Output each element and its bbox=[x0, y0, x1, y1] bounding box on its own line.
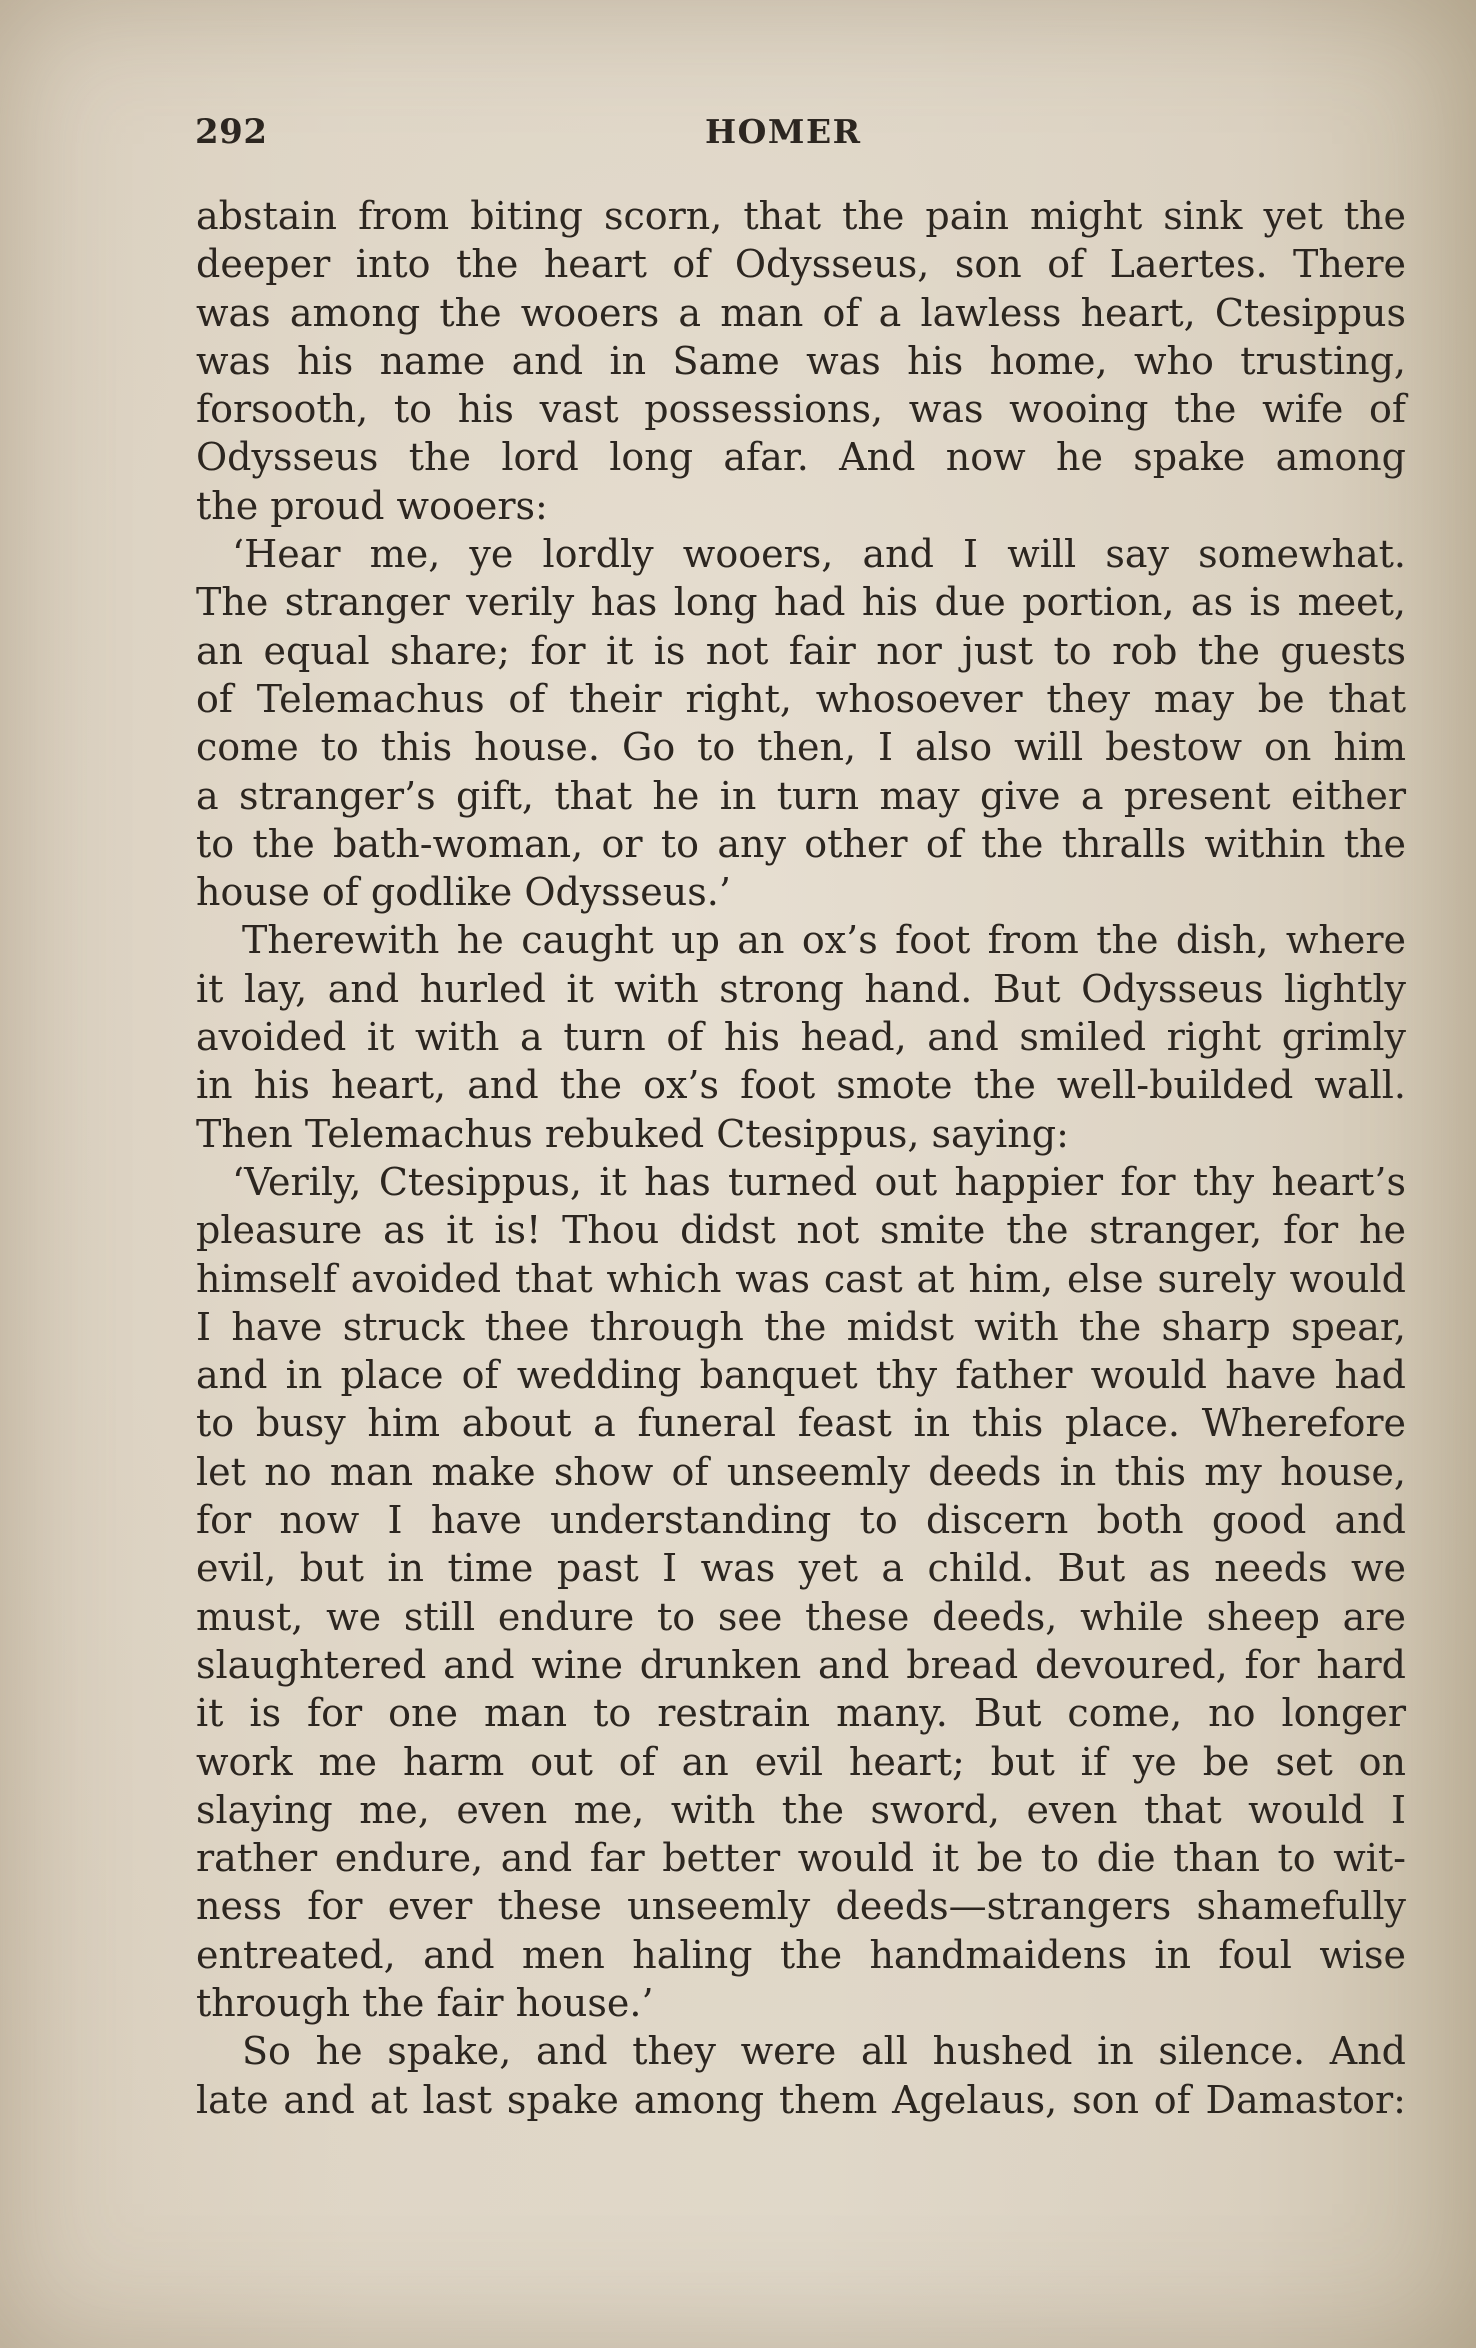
running-title: HOMER bbox=[705, 112, 862, 151]
text-line: for now I have understanding to discern both good and bbox=[196, 1498, 1406, 1543]
text-line: let no man make show of unseemly deeds in this my house, bbox=[196, 1449, 1406, 1494]
text-line: it is for one man to restrain many. But come, no longer bbox=[196, 1691, 1406, 1736]
text-line: was among the wooers a man of a lawless heart, Ctesippus bbox=[196, 290, 1406, 335]
text-line: avoided it with a turn of his head, and smiled right grimly bbox=[196, 1015, 1406, 1060]
text-line: deeper into the heart of Odysseus, son of Laertes. There bbox=[196, 242, 1406, 287]
running-head bbox=[195, 112, 1356, 162]
text-line: house of godlike Odysseus.’ bbox=[196, 870, 731, 915]
text-line: forsooth, to his vast possessions, was wooing the wife of bbox=[196, 387, 1406, 432]
text-line: So he spake, and they were all hushed in silence. And bbox=[242, 2029, 1406, 2074]
text-line: of Telemachus of their right, whosoever they may be that bbox=[196, 676, 1406, 721]
text-line: through the fair house.’ bbox=[196, 1980, 654, 2025]
text-line: Then Telemachus rebuked Ctesippus, saying: bbox=[196, 1111, 1069, 1156]
text-line: The stranger verily has long had his due portion, as is meet, bbox=[196, 580, 1406, 625]
text-line: it lay, and hurled it with strong hand. But Odysseus lightly bbox=[196, 966, 1406, 1011]
text-line: abstain from biting scorn, that the pain might sink yet the bbox=[196, 194, 1406, 238]
text-line: work me harm out of an evil heart; but if ye be set on bbox=[196, 1739, 1406, 1784]
text-line: to busy him about a funeral feast in this place. Wherefore bbox=[196, 1401, 1406, 1446]
text-line: the proud wooers: bbox=[196, 483, 548, 528]
text-line: entreated, and men haling the handmaidens in foul wise bbox=[196, 1932, 1406, 1977]
text-line: a stranger’s gift, that he in turn may give a present either bbox=[196, 773, 1406, 818]
text-line: I have struck thee through the midst with the sharp spear, bbox=[196, 1304, 1406, 1349]
text-line: rather endure, and far better would it be to die than to wit- bbox=[196, 1836, 1406, 1881]
text-line: come to this house. Go to then, I also will bestow on him bbox=[196, 725, 1406, 770]
text-line: ness for ever these unseemly deeds—strangers shamefully bbox=[196, 1884, 1406, 1929]
text-line: himself avoided that which was cast at him, else surely would bbox=[196, 1256, 1406, 1301]
page-number: 292 bbox=[195, 112, 268, 152]
text-line: ‘Hear me, ye lordly wooers, and I will say somewhat. bbox=[232, 532, 1406, 577]
text-line: was his name and in Same was his home, who trusting, bbox=[196, 338, 1406, 383]
text-line: to the bath-woman, or to any other of the thralls within the bbox=[196, 821, 1406, 866]
body-text bbox=[196, 192, 1406, 2124]
text-line: and in place of wedding banquet thy father would have had bbox=[196, 1353, 1406, 1398]
text-line: must, we still endure to see these deeds, while sheep are bbox=[196, 1594, 1406, 1639]
text-line: pleasure as it is! Thou didst not smite the stranger, for he bbox=[196, 1208, 1406, 1253]
text-line: evil, but in time past I was yet a child. But as needs we bbox=[196, 1546, 1406, 1591]
text-line: in his heart, and the ox’s foot smote the well-builded wall. bbox=[196, 1063, 1406, 1108]
text-line: late and at last spake among them Agelaus, son of Damastor: bbox=[196, 2077, 1406, 2122]
text-line: Odysseus the lord long afar. And now he spake among bbox=[196, 435, 1406, 480]
text-line: slaughtered and wine drunken and bread devoured, for hard bbox=[196, 1642, 1406, 1687]
text-line: ‘Verily, Ctesippus, it has turned out happier for thy heart’s bbox=[232, 1159, 1406, 1204]
text-line: slaying me, even me, with the sword, even that would I bbox=[196, 1787, 1406, 1832]
text-line: an equal share; for it is not fair nor just to rob the guests bbox=[196, 628, 1406, 673]
text-line: Therewith he caught up an ox’s foot from the dish, where bbox=[242, 918, 1406, 963]
